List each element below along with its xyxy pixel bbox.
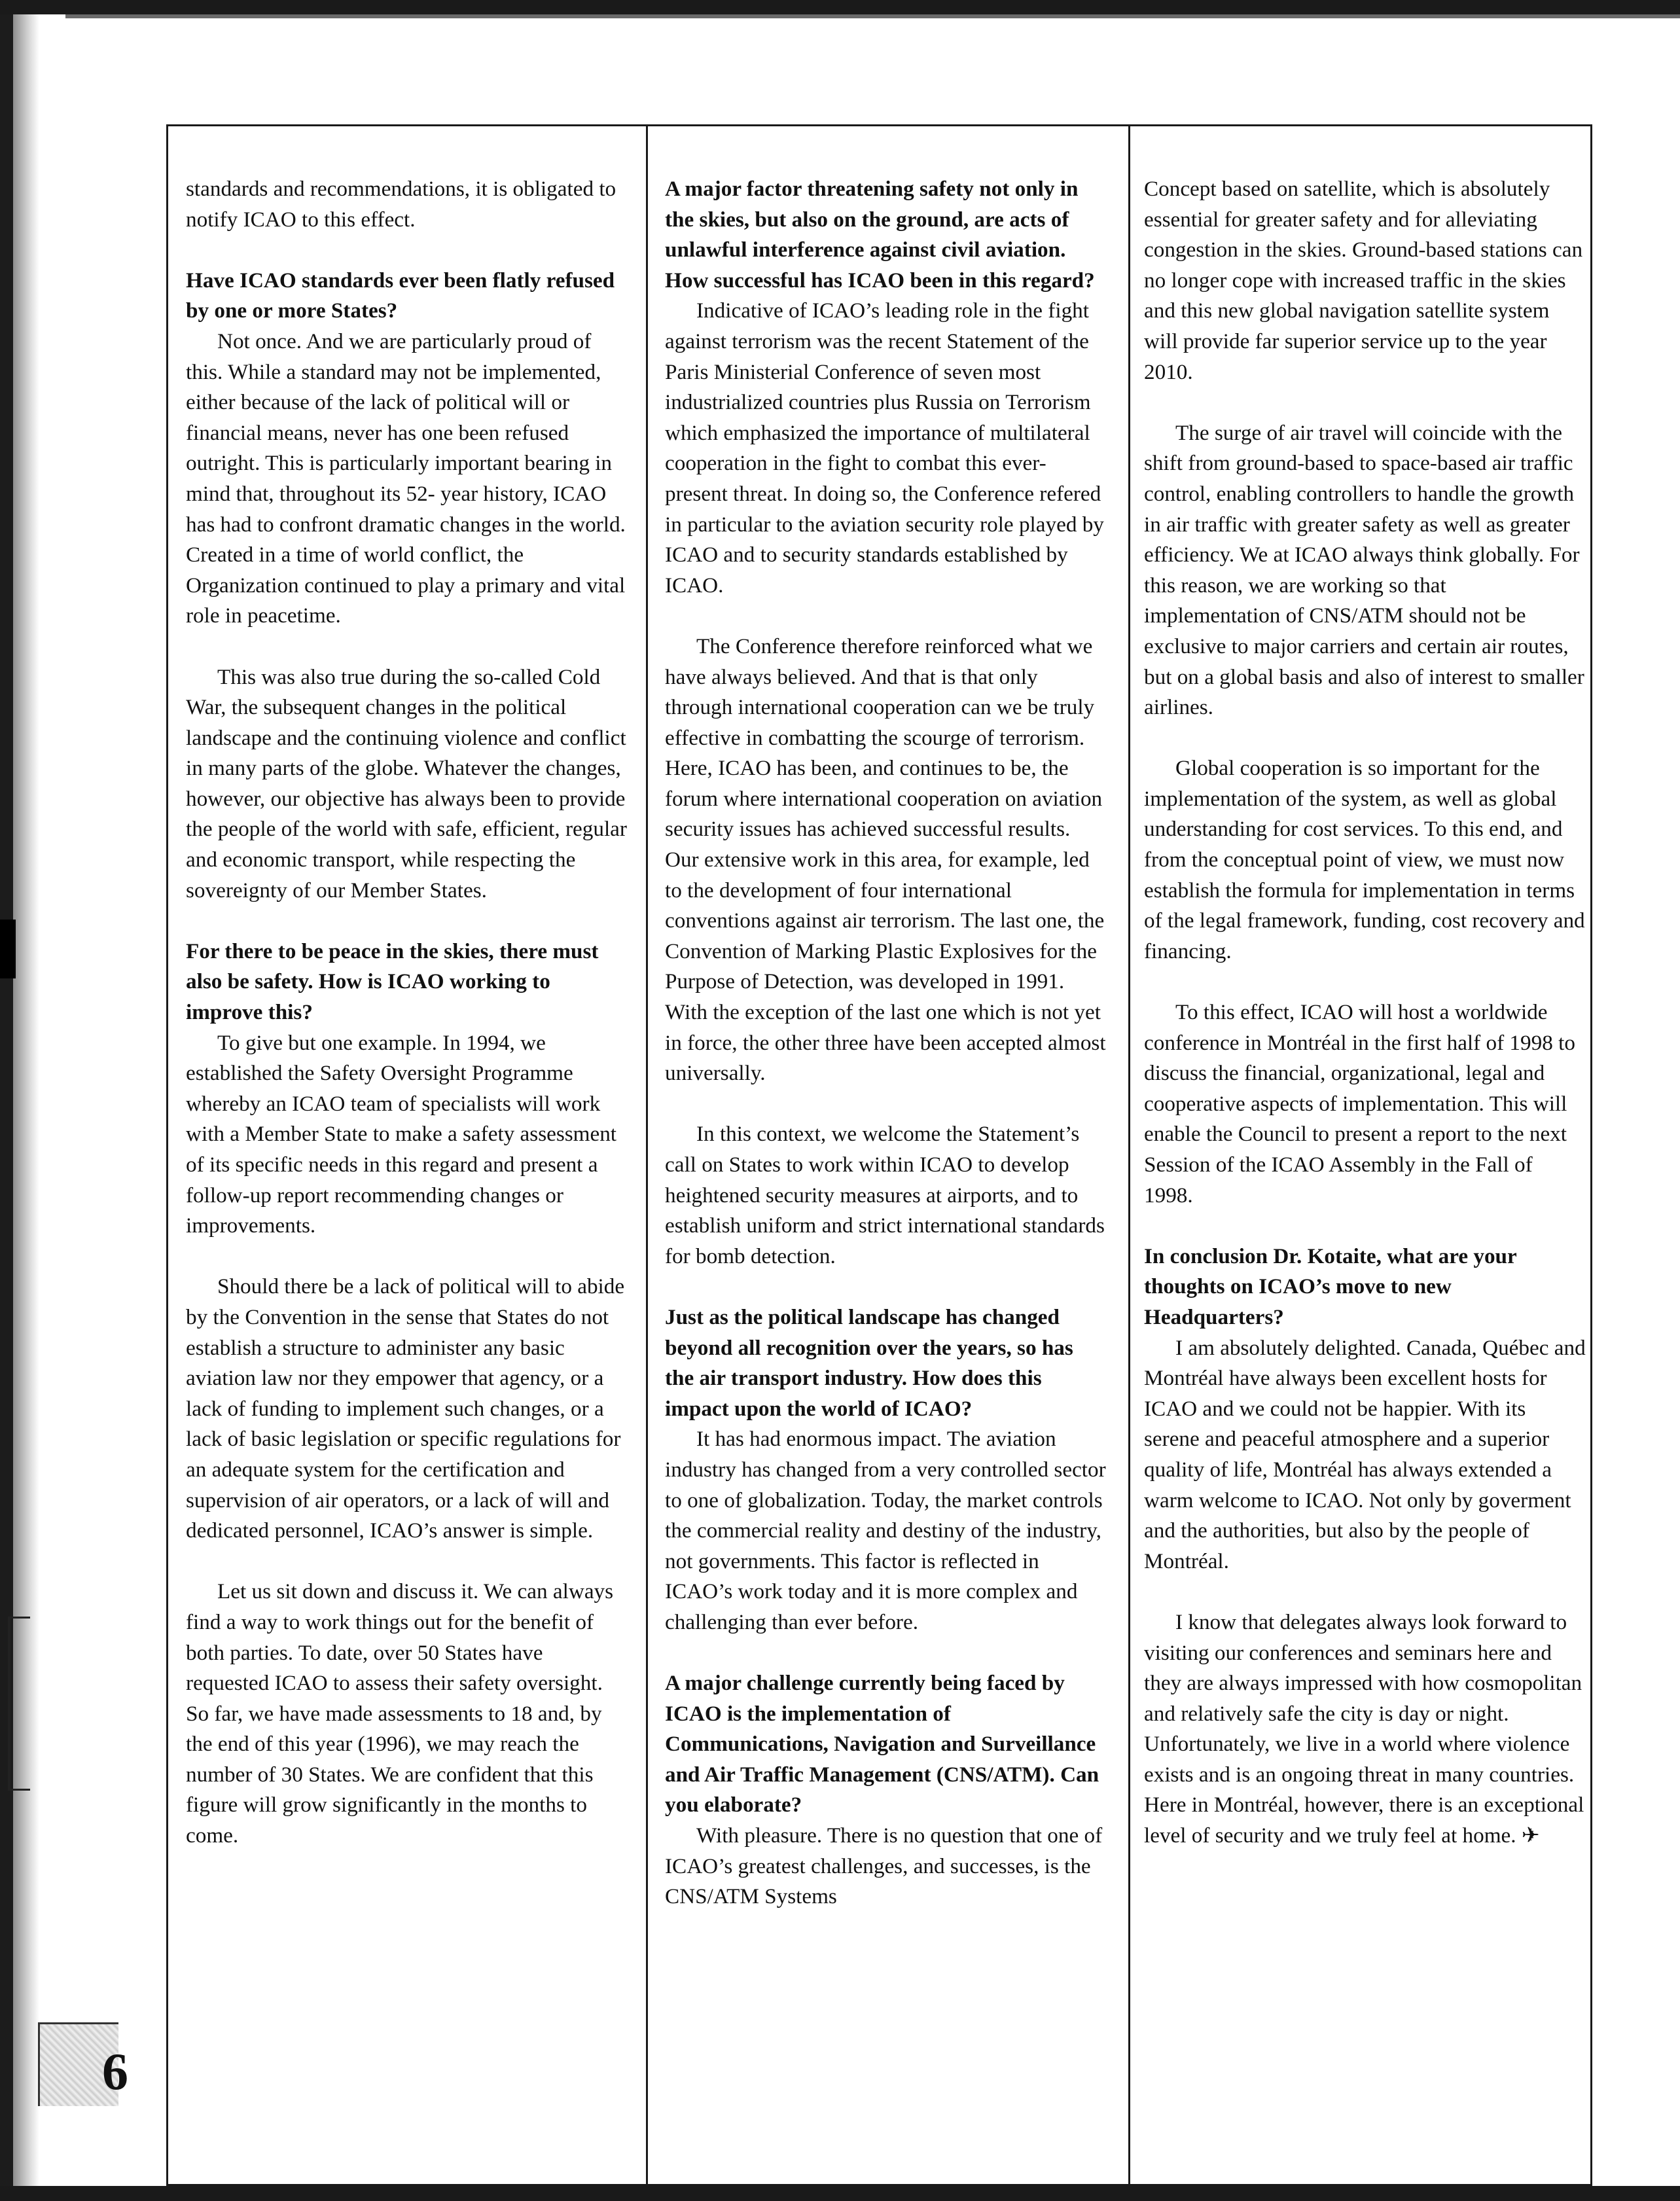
- scan-border-left: [0, 0, 13, 2201]
- paragraph-block: [186, 662, 628, 906]
- column-middle: [665, 174, 1107, 1942]
- paragraph-block: [186, 1272, 628, 1546]
- interview-answer: With pleasure. There is no question that one of ICAO’s greatest challenges, and successes, is the CNS/ATM Systems: [665, 1823, 1103, 1909]
- body-paragraph: The Conference therefore reinforced what we have always believed. And that is that only through international cooperation can we be truly effective in combatting the scourge of terrorism. Here, ICAO has been, and continues to be, the forum where international cooperation on aviation security issues has achieved successful results. Our extensive work in this area, for example, led to the development of four international conventions against air terrorism. The last one, the Convention of Marking Plastic Explosives for the Purpose of Detection, was developed in 1991. With the exception of the last one which is not yet in force, the other three have been accepted almost universally.: [665, 634, 1106, 1086]
- interview-question: In conclusion Dr. Kotaite, what are your thoughts on ICAO’s move to new Headquarters?: [1144, 1244, 1517, 1329]
- column-left: [186, 174, 628, 1882]
- page-folio: [31, 2009, 130, 2107]
- interview-question: Have ICAO standards ever been flatly refused by one or more States?: [186, 268, 615, 323]
- body-paragraph: Global cooperation is so important for the implementation of the system, as well as global understanding for cost services. To this end, and from the conceptual point of view, we must now establish the formula for implementation in terms of the legal framework, funding, cost recovery and financing.: [1144, 756, 1585, 963]
- qa-block: [1144, 1242, 1586, 1577]
- interview-answer: Not once. And we are particularly proud of this. While a standard may not be implemented, either because of the lack of political will or financial means, never has one been refused outright. This is particularly important bearing in mind that, throughout its 52- year history, ICAO has had to confront dramatic changes in the world. Created in a time of world conflict, the Organization continued to play a primary and vital role in peacetime.: [186, 329, 626, 628]
- interview-answer: To give but one example. In 1994, we established the Safety Oversight Programme whereby an ICAO team of specialists will work with a Member State to make a safety assessment of its specific needs in this regard and present a follow-up report recommending changes or improvements.: [186, 1030, 617, 1238]
- qa-block: [665, 174, 1107, 601]
- body-paragraph: The surge of air travel will coincide with the shift from ground-based to space-based air traffic control, enabling controllers to handle the growth in air traffic with greater safety as well as greater efficiency. We at ICAO always think globally. For this reason, we are working so that implementation of CNS/ATM should not be exclusive to major carriers and certain air routes, but on a global basis and also of interest to smaller airlines.: [1144, 420, 1584, 720]
- scan-shadow-left: [13, 0, 39, 2201]
- paragraph-block: [186, 1577, 628, 1851]
- continuation-block: [1144, 174, 1586, 387]
- body-paragraph: I know that delegates always look forward to visiting our conferences and seminars here and they are always impressed with how cosmopolitan and relatively safe the city is day or night. Unfortunately, we live in a world where violence exists and is an ongoing threat in many countries. Here in Montréal, however, there is an exceptional level of security and we truly feel at home. ✈: [1144, 1609, 1584, 1848]
- paragraph-block: [1144, 1607, 1586, 1852]
- continued-text: Concept based on satellite, which is absolutely essential for greater safety and for alleviating congestion in the skies. Ground-based stations can no longer cope with increased traffic in the skies and this new global navigation satellite system will provide far superior service up to the year 2010.: [1144, 177, 1583, 384]
- interview-question: For there to be peace in the skies, there must also be safety. How is ICAO working to improve this?: [186, 939, 599, 1025]
- page-number: 6: [102, 2043, 128, 2101]
- qa-block: [186, 266, 628, 632]
- body-paragraph: Should there be a lack of political will to abide by the Convention in the sense that States do not establish a structure to administer any basic aviation law nor they empower that agency, or a lack of funding to implement such changes, or a lack of basic legislation or specific regulations for an adequate system for the certification and supervision of air operators, or a lack of will and dedicated personnel, ICAO’s answer is simple.: [186, 1274, 625, 1543]
- scan-border-bottom: [0, 2186, 1680, 2201]
- paragraph-block: [1144, 997, 1586, 1211]
- scan-border-top: [0, 0, 1680, 14]
- interview-question: Just as the political landscape has changed beyond all recognition over the years, so has the air transport industry. How does this impact upon the world of ICAO?: [665, 1304, 1073, 1421]
- body-paragraph: This was also true during the so-called Cold War, the subsequent changes in the political landscape and the continuing violence and conflict in many parts of the globe. Whatever the changes, however, our objective has always been to provide the people of the world with safe, efficient, regular and economic transport, while respecting the sovereignty of our Member States.: [186, 664, 627, 903]
- paragraph-block: [665, 1119, 1107, 1272]
- interview-question: A major factor threatening safety not only in the skies, but also on the ground, are acts of unlawful interference against civil aviation. How successful has ICAO been in this regard?: [665, 177, 1095, 293]
- qa-block: [665, 1668, 1107, 1912]
- column-right: [1144, 174, 1586, 1882]
- interview-answer: I am absolutely delighted. Canada, Québec and Montréal have always been excellent hosts for ICAO and we could not be happier. With its serene and peaceful atmosphere and a superior quality of life, Montréal has always extended a warm welcome to ICAO. Not only by goverment and the authorities, but also by the people of Montréal.: [1144, 1335, 1586, 1573]
- scan-binding-mark: [8, 1617, 30, 1791]
- continued-text: standards and recommendations, it is obligated to notify ICAO to this effect.: [186, 177, 617, 232]
- qa-block: [186, 937, 628, 1242]
- scan-side-mark: [0, 920, 16, 978]
- qa-block: [665, 1302, 1107, 1638]
- scan-shadow-top: [65, 14, 1680, 18]
- continuation-block: [186, 174, 628, 235]
- body-paragraph: To this effect, ICAO will host a worldwide conference in Montréal in the first half of 1998 to discuss the financial, organizational, legal and cooperative aspects of implementation. This will enable the Council to present a report to the next Session of the ICAO Assembly in the Fall of 1998.: [1144, 1000, 1575, 1208]
- paragraph-block: [1144, 753, 1586, 967]
- paragraph-block: [1144, 418, 1586, 723]
- column-rule-1: [646, 124, 648, 2186]
- body-paragraph: In this context, we welcome the Statement’s call on States to work within ICAO to develop heightened security measures at airports, and to establish uniform and strict international standards for bomb detection.: [665, 1122, 1105, 1268]
- interview-question: A major challenge currently being faced by ICAO is the implementation of Communications, Navigation and Surveillance and Air Traffic Management (CNS/ATM). Can you elaborate?: [665, 1671, 1099, 1817]
- column-rule-2: [1128, 124, 1130, 2186]
- body-paragraph: Let us sit down and discuss it. We can always find a way to work things out for the benefit of both parties. To date, over 50 States have requested ICAO to assess their safety oversight. So far, we have made assessments to 18 and, by the end of this year (1996), we may reach the number of 30 States. We are confident that this figure will grow significantly in the months to come.: [186, 1579, 614, 1848]
- interview-answer: Indicative of ICAO’s leading role in the fight against terrorism was the recent Statement of the Paris Ministerial Conference of seven most industrialized countries plus Russia on Terrorism which emphasized the importance of multilateral cooperation in the fight to combat this ever-present threat. In doing so, the Conference refered in particular to the aviation security role played by ICAO and to security standards established by ICAO.: [665, 298, 1104, 598]
- interview-answer: It has had enormous impact. The aviation industry has changed from a very controlled sector to one of globalization. Today, the market controls the commercial reality and destiny of the industry, not governments. This factor is reflected in ICAO’s work today and it is more complex and challenging than ever before.: [665, 1427, 1106, 1634]
- paragraph-block: [665, 632, 1107, 1089]
